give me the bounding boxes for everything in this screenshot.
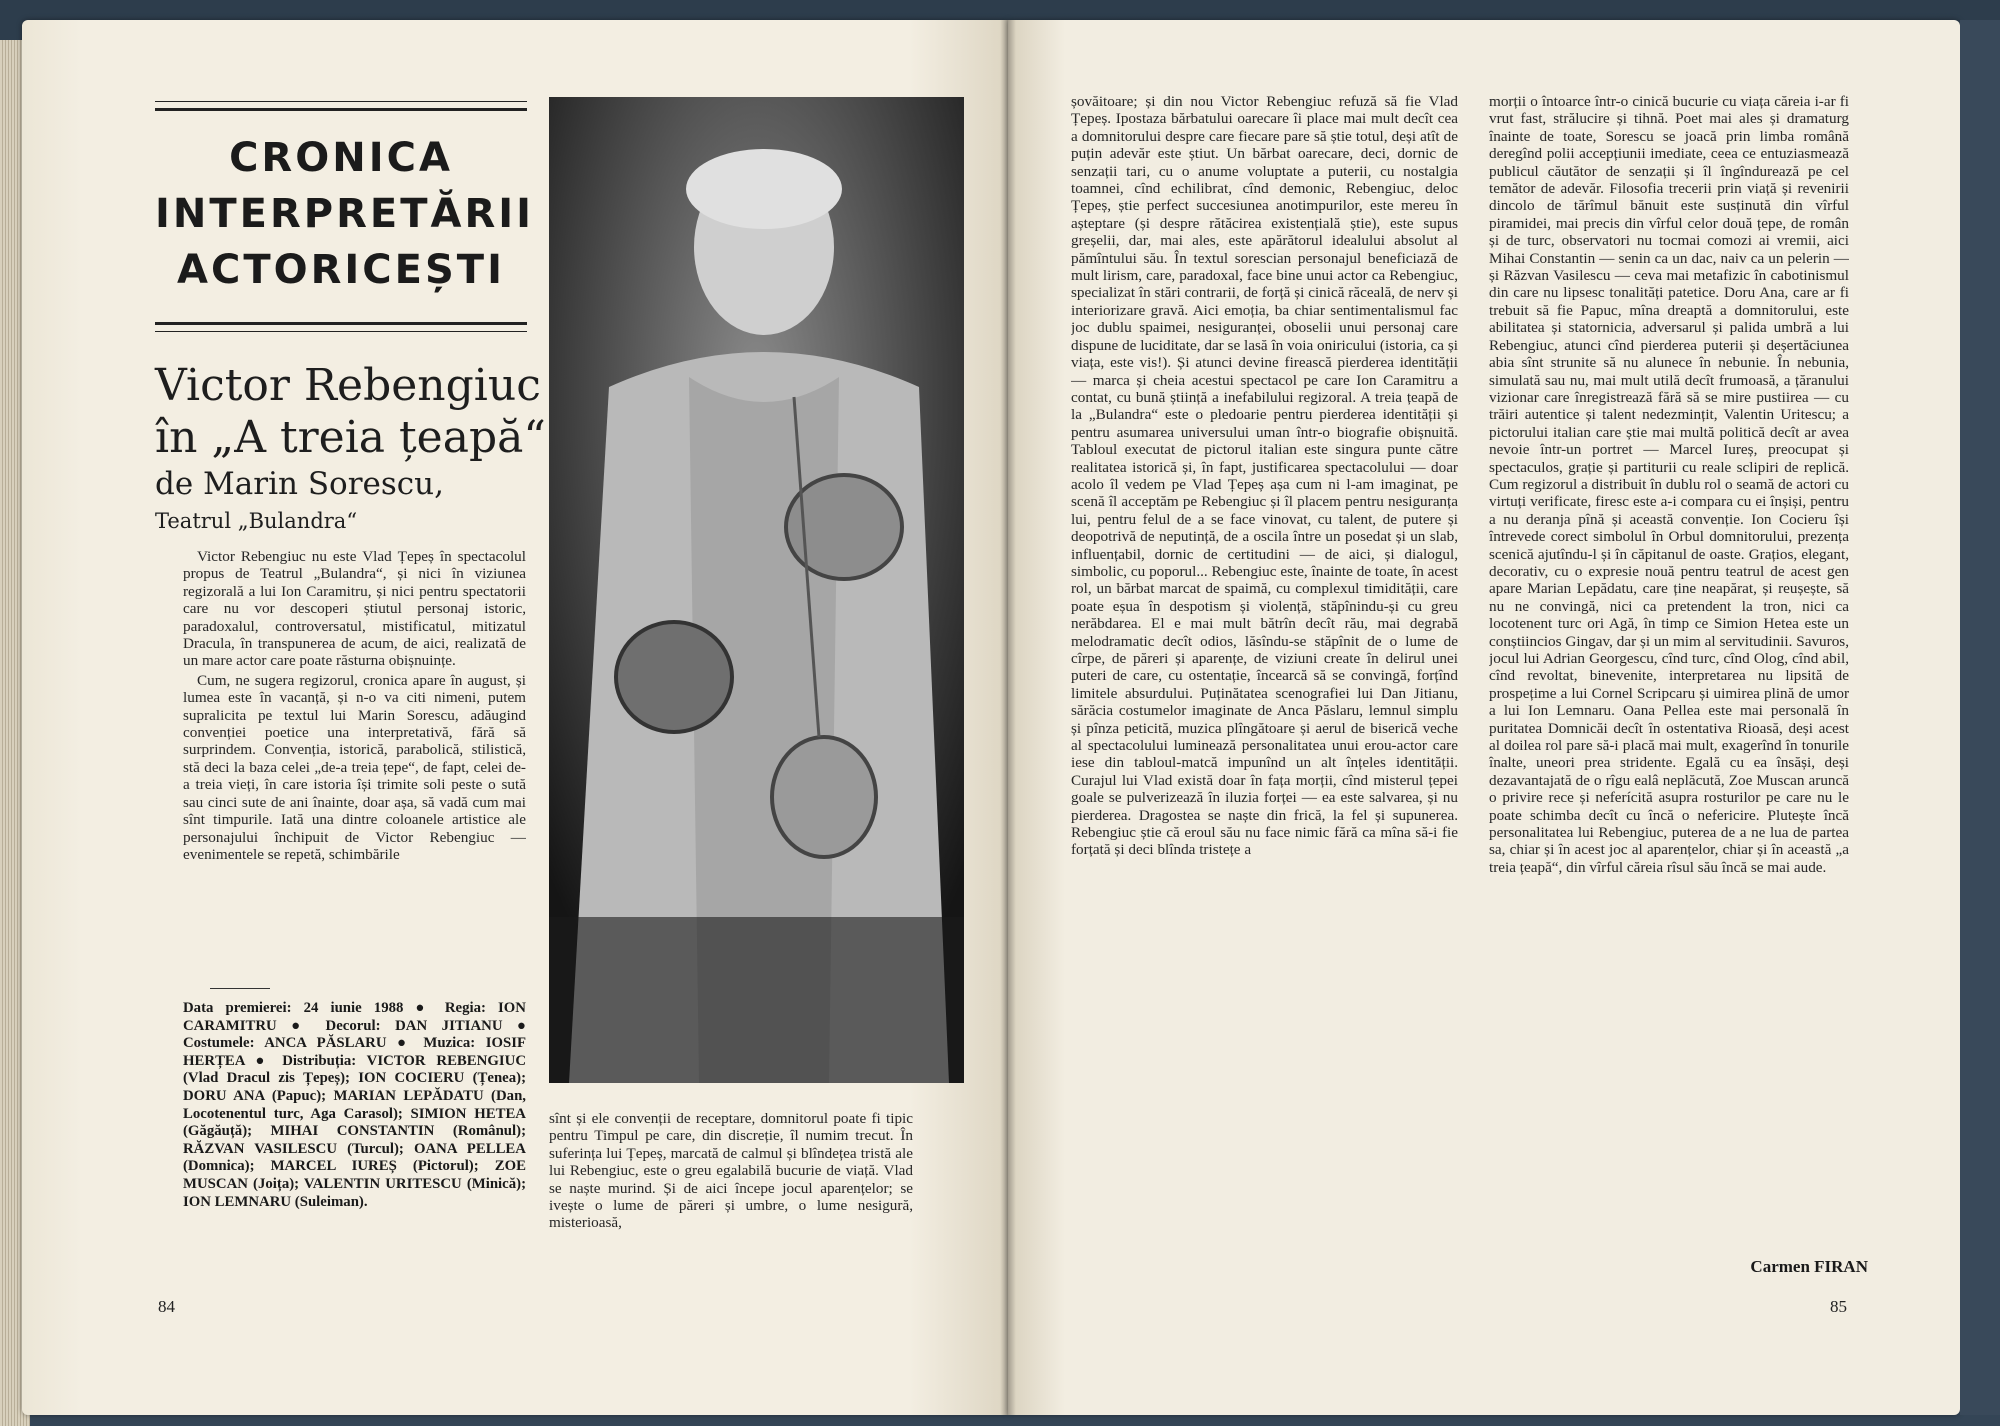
- paragraph: Cum, ne sugera regizorul, cronica apare în august, și lumea este în vacanță, și n-o va citi nimeni, putem supralicita pe textul lui Marin Sorescu, adăugind convenției poetice una interpretativă, fără să surprindem. Convenția, istorică, parabolică, stilistică, stă deci la baza celei „de-a treia țepe“, de fapt, celei de-a treia vieți, în care istoria își trimite soli peste o sută sau cinci sute de ani înainte, doar așa, să vadă cum mai sînt timpurile. Iată una dintre coloanele artistice ale personajului închipuit de Victor Rebengiuc — evenimentele se repetă, schimbările: [183, 671, 526, 863]
- article-column-4: [1489, 93, 1849, 1243]
- actor-photo-illustration: [549, 97, 964, 1083]
- paragraph: sînt și ele convenții de receptare, domnitorul poate fi tipic pentru Timpul pe care, din discreție, îl numim trecut. În suferința lui Țepeș, marcată de calmul și blîndețea tristă ale lui Rebengiuc, este o greu egalabilă bucurie de viață. Vlad se naște murind. Și de aici începe jocul aparențelor; se ivește o lume de păreri și umbre, o lume nesigură, misterioasă,: [549, 1110, 913, 1232]
- article-headline: [155, 360, 555, 536]
- book-gutter: [1000, 20, 1016, 1415]
- rubric-rule-top-thick: [155, 108, 527, 111]
- author-signature: Carmen FIRAN: [1750, 1257, 1868, 1276]
- page-number-left: 84: [158, 1297, 175, 1316]
- article-column-2: [549, 1110, 913, 1270]
- section-rubric: [155, 130, 535, 298]
- paragraph: șovăitoare; și din nou Victor Rebengiuc refuză să fie Vlad Țepeș. Ipostaza bărbatului oarecare îi place mai mult decît cea a domnitorului despre care fiecare pare să știe totul, deși atît de puțin adevăr este știut. Un bărbat oarecare, deci, dornic de senzații tari, cu o anume voluptate a puterii, cu nostalgia toamnei, cînd echilibrat, cînd demonic, Rebengiuc, deloc Țepeș, știe perfect succesiunea anotimpurilor, este mereu în așteptare (și despre rătăcirea existențială știe), este supus greșelii, dar, mai ales, este apărătorul idealului absolut al pămîntului său. În textul sorescian personajul beneficiază de mult lirism, care, paradoxal, face bine unui actor ca Rebengiuc, specializat în stări contrarii, de forță și cinică răceală, de nerv și interiorizare gravă. Aici emoția, ba chiar sentimentalismul fac joc dublu spaimei, nesiguranței, oboselii unui personaj care dispune de luciditate, dar se lasă în voia oniricului (istoria, ca și viața, este vis!). Și atunci devine firească pierderea identității — marca și cheia acestui spectacol pe care Ion Caramitru a contat, cu bună știință a inefabilului regizoral. A treia țeapă de la „Bulandra“ este o pledoarie pentru pierderea identității și pentru asumarea universului uman într-o biografie obișnuită. Tabloul executat de pictorul italian este singura punte către realitatea istorică și, în fapt, justificarea spectacolului — doar acolo îl vedem pe Vlad Țepeș așa cum ni l-am imaginat, pe scenă îl acceptăm pe Rebengiuc și îl placem pentru nesiguranța lui, pentru felul de a se face vinovat, cu talent, de putere și deopotrivă de neputință, de a oscila între un posedat și un slab, influențabil, dornic de certitudini — de aici, și dialogul, simbolic, cu poporul... Rebengiuc este, înainte de toate, în acest rol, un bărbat marcat de spaimă, cu complexul timidității, care poate eșua în despotism și violență, stăpînindu-și cu greu nerăbdarea. El e mai mult bătrîn decît rău, mai degrabă melodramatic decît odios, lăsîndu-se stăpînit de o lume de cîrpe, de păreri și aparențe, de viziuni create în delirul unei puteri de care, cu ostentație, încearcă să se convingă, forțînd limitele absurdului. Puținătatea scenografiei lui Dan Jitianu, sărăcia costumelor imaginate de Anca Păslaru, lemnul simplu și pînza peticită, muzica plîngătoare și aerul de biserică veche al spectacolului luminează personalitatea unui erou-actor care iese din tabloul-matcă impunînd un alt înțeles identității. Curajul lui Vlad există doar în fața morții, cînd misterul țepei goale se pulverizează în iluzia forței — ea este salvarea, și nu pierderea. Dragostea se naște din frică, la fel și supunerea. Rebengiuc știe că eroul său nu face nimic fără ca mîna să-i fie forțată și deci blînda tristețe a: [1071, 93, 1458, 859]
- rubric-line-2: INTERPRETĂRII: [155, 191, 535, 237]
- production-credits: Data premierei: 24 iunie 1988 ● Regia: ION CARAMITRU ● Decorul: DAN JITIANU ● Costumele: ANCA PĂSLARU ● Muzica: IOSIF HERȚEA ● Distribuția: VICTOR REBENGIUC (Vlad Dracul zis Țepeș); ION COCIERU (Țenea); DORU ANA (Papuc); MARIAN LEPĂDATU (Dan, Locotenentul turc, Aga Carasol); SIMION HETEA (Găgăuță); MIHAI CONSTANTIN (Românul); RĂZVAN VASILESCU (Turcul); OANA PELLEA (Domnica); MARCEL IUREȘ (Pictorul); ZOE MUSCAN (Joița); VALENTIN URITESCU (Minică); ION LEMNARU (Suleiman).: [183, 1000, 526, 1210]
- article-column-1: [183, 548, 526, 980]
- article-column-3: [1071, 93, 1458, 1283]
- rubric-line-1: CRONICA: [229, 135, 453, 181]
- credits-divider: [210, 988, 270, 989]
- headline-line-1: Victor Rebengiuc: [155, 360, 541, 411]
- rubric-rule-top-thin: [155, 101, 527, 102]
- scanner-edge: [1960, 20, 2000, 1415]
- paragraph: morții o întoarce într-o cinică bucurie cu viața căreia i-ar fi vrut fast, strălucire și tihnă. Poet mai ales și dramaturg înainte de toate, Sorescu se joacă prin limba română deregînd polii accepțiunii imediate, ceea ce entuziasmează publicul căutător de senzații și îl îngîndurează pe cel temător de adevăr. Filosofia trecerii prin viață și revenirii dincolo de tărîmul bănuit este susținută din vîrful piramidei, mai precis din vîrful celor două țepe, de român și de turc, observatori nu tocmai comozi ai vremii, aici Mihai Constantin — senin ca un dac, naiv ca un pelerin — și Răzvan Vasilescu — ceva mai metafizic în cabotinismul din care nu lipsesc tonalități patetice. Doru Ana, care ar fi trebuit să fie Papuc, mîna dreaptă a domnitorului, este abilitatea și statornicia, adversarul și palida umbră a lui Rebengiuc, atunci cînd pierderea puterii și deșertăciunea abia sînt strunite să nu alunece în nebunie. În nebunia, simulată sau nu, mai mult utilă decît frumoasă, a țăranului vizionar care înregistrează fără să se mire pustiirea — cu trăiri autentice și talent nedezmințit, Valentin Uritescu; a pictorului italian care știe mai multă politică decît ar avea nevoie într-un portret — Marcel Iureș, preocupat și spectaculos, grație și partiturii cu reale sclipiri de replică. Cum regizorul a distribuit în dublu rol o seamă de actori cu virtuți verificate, firesc este a-i compara cu ei înșiși, pentru a nu deranja pînă și această convenție. Ion Cocieru își întrevede corect simbolul în Orbul domnitorului, prezența scenică ajutîndu-l și în căpitanul de oaste. Grațios, elegant, decorativ, cu o expresie nouă pentru teatrul de acest gen apare Marian Lepădatu, care ține neapărat, și reușește, să nu ne convingă, nici ca pretendent la tron, nici ca locotenent turc ori Agă, în timp ce Simion Hetea este un conștiincios Gingav, dar și un mim al servitudinii. Savuros, jocul lui Adrian Georgescu, cînd turc, cînd Olog, cînd abil, cînd revoltat, binevenite, interpretarea nu lipsită de prospețime a lui Cornel Scripcaru și uimirea plină de umor a lui Ion Lemnaru. Oana Pellea este mai personală în puritatea Domnicăi decît în ostentativa Rioasă, deși acest al doilea rol pare să-i placă mai mult, exagerînd în tonurile înalte, uneori prea stridente. Egală cu ea însăși, deși dezavantajată de o rîgu ealâ neplăcută, Zoe Muscan aruncă o privire rece și neferícită asupra rosturilor pe care nu le poate schimba decît cu încă o nefericire. Plutește încă personalitatea lui Rebengiuc, puterea de a ne lua de partea sa, chiar și în acest joc al aparențelor, chiar și în această „a treia țeapă“, din vîrful căreia rîsul său încă se mai aude.: [1489, 93, 1849, 876]
- rubric-rule-bottom-thick: [155, 322, 527, 325]
- rubric-line-3: ACTORICEȘTI: [177, 247, 505, 293]
- actor-photo: [549, 97, 964, 1083]
- paragraph: Victor Rebengiuc nu este Vlad Țepeș în spectacolul propus de Teatrul „Bulandra“, și nici în viziunea regizorală a lui Ion Caramitru, și nici pentru spectatorii care nu vor descoperi știutul personaj istoric, paradoxalul, controversatul, mistificatul, mitizatul Dracula, în transpunerea de acum, de aici, realizată de un mare actor care poate răsturna obișnuințe.: [183, 548, 526, 670]
- rubric-rule-bottom-thin: [155, 331, 527, 332]
- headline-line-3: de Marin Sorescu,: [155, 466, 444, 502]
- page-number-right: 85: [1830, 1297, 1847, 1316]
- headline-line-2: în „A treia țeapă“: [155, 412, 546, 463]
- headline-line-4: Teatrul „Bulandra“: [155, 509, 358, 533]
